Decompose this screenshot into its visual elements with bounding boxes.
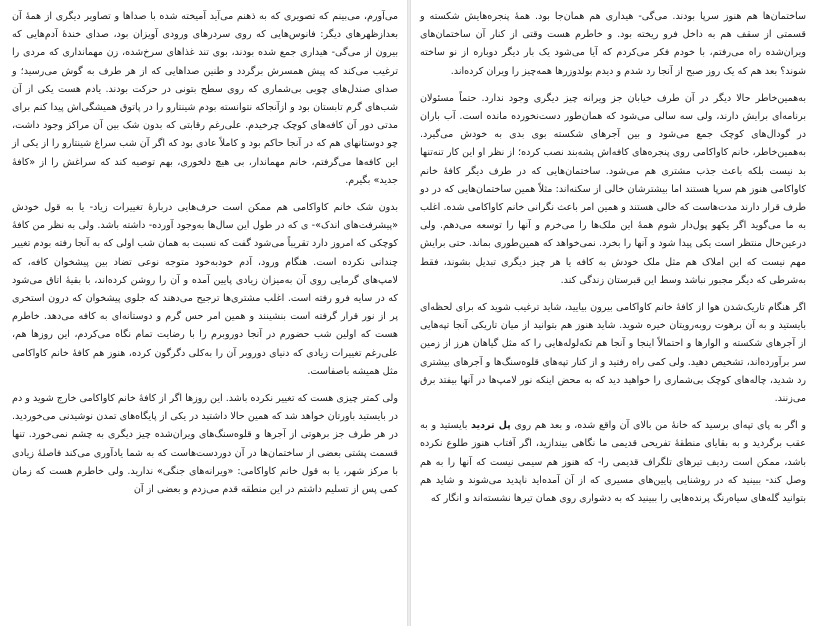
right-paragraph-1: ساختمان‌ها هم هنوز سرپا بودند. می‌گی- هیداری هم همان‌جا بود. همهٔ پنجره‌هایش شکسته و قسمتی از سقف هم به داخل فرو ریخته بود. و خاطرم هست وقتی از کنار آن ساختمان‌های ویران‌شده راه می‌رفتم، با خودم فکر می‌کردم که آیا می‌شود یک بار دیگر دوباره از نو ساخته شوند؟ بعد هم که یک روز صبح از آنجا رد شدم و دیدم بولدوزرها همه‌چیز را ویران کرده‌اند. — [420, 11, 806, 77]
emphasis-phrase: پل تردید — [471, 420, 511, 432]
left-page — [0, 0, 408, 626]
left-paragraph-1: می‌آورم، می‌بینم که تصویری که به ذهنم می‌آید آمیخته شده با صداها و تصاویر دیگری از همهٔ آن بعدازظهرهای دیگر: فانوس‌هایی که روی سردرهای ورودی آویزان بود، صدای خندهٔ آدم‌هایی که بیرون از می‌گی- هیداری جمع شده بودند، بوی تند غذاهای سرخ‌شده، زن مهمانداری که مردی را ترغیب می‌کند که پیش همسرش برگردد و طنین صداهایی که از هر طرف به گوش می‌رسید؛ و صدای صندل‌های چوبی بی‌شماری که روی سطح بتونی در حرکت بودند. یادم هست یکی از آن شب‌های گرم تابستان بود و ازآنجاکه نتوانسته بودم شینتارو را در پاتوق همیشگی‌اش پیدا کنم برای مدتی دور آن کافه‌های کوچک چرخیدم. علی‌رغم رقابتی که بدون شک بین آن مراکز وجود داشت، چو دوستانهای هم که در آنجا حاکم بود و کاملاً عادی بود که اگر آن شب سراغ شینتارو را از یکی از این کافه‌ها می‌گرفتم، خانم مهماندار، بی هیچ دلخوری، بهم توصیه کند که سراغش را از «کافهٔ جدید» بگیرم. — [12, 11, 398, 186]
right-paragraph-3: اگر هنگام تاریک‌شدن هوا از کافهٔ خانم کاواکامی بیرون بیایید، شاید ترغیب شوید که برای لحظه‌ای بایستید و به آن برهوت روبه‌رویتان خیره شوید. شاید هنوز هم بتوانید از میان تاریکی آنجا تپه‌هایی از آجرهای شکسته و الوارها و احتمالاً اینجا و آنجا هم تکه‌لوله‌هایی را که مثل گیاهان هرز از زمین سر برآورده‌اند، تشخیص دهید. ولی کمی راه رفتید و از کنار تپه‌های قلوه‌سنگ‌ها و آجرهای بیشتری رد شدید، چاله‌های کوچک بی‌شماری را خواهید دید که به محض اینکه نور لامپ‌ها در آنها بیفتد برق می‌زنند. — [420, 302, 806, 405]
right-page — [410, 0, 818, 626]
left-paragraph-3: ولی کمتر چیزی هست که تغییر نکرده باشد. این روزها اگر از کافهٔ خانم کاواکامی خارج شوید و دم در بایستید باورتان خواهد شد که همین حالا داشتید در یکی از پایگاه‌های تمدن نوشیدنی می‌خوردید. در هر طرف جز برهوتی از آجرها و قلوه‌سنگ‌های ویران‌شده چیز دیگری به چشم نمی‌خورد. تنها قسمت پشتی بعضی از ساختمان‌ها در آن دوردست‌هاست که به شما یادآوری می‌کند فاصلهٔ زیادی با مرکز شهر، یا به قول خانم کاواکامی: «ویرانه‌های جنگی» ندارید. ولی خاطرم هست که زمان کمی پس از تسلیم داشتم در این منطقه قدم می‌زدم و بعضی از آن — [12, 393, 398, 496]
right-paragraph-2: به‌همین‌خاطر حالا دیگر در آن طرف خیابان جز ویرانه چیز دیگری وجود ندارد. حتماً مسئولان برنامه‌ای برایش دارند، ولی سه سالی می‌شود که همان‌طور دست‌نخورده مانده است. آب باران در گودال‌های کوچک جمع می‌شود و بین آجرهای شکسته بوی بدی به خودش می‌گیرد. به‌همین‌خاطر، خانم کاواکامی روی پنجره‌های کافه‌اش پشه‌بند نصب کرده؛ از نظر او این کار تنه‌تنها بد نیست بلکه باعث جذب مشتری هم می‌شود. ساختمان‌هایی که در طرف دیگر کافهٔ خانم کاواکامی هنوز هم سرپا هستند اما بیشترشان خالی از سکنه‌اند: مثلاً همین ساختمان‌هایی که در دو طرف قرار دارند مدت‌هاست که خالی هستند و همین امر باعث نگرانی خانم کاواکامی شده. اغلب به ما می‌گوید اگر یکهو پول‌دار شوم همهٔ این ملک‌ها را می‌خرم و آنها را توسعه می‌دهم. ولی درعین‌حال منتظر است یکی پیدا شود و آنها را بخرد. نمی‌خواهد که همین‌طوری بماند. حتی برایش مهم نیست که این املاک هم مثل ملک خودش به کافه یا هر چیز دیگری تبدیل بشوند، فقط به‌شرطی که دیگر مجبور نباشد وسط این قبرستان زندگی کند. — [420, 92, 806, 286]
right-paragraph-4: و اگر به پای تپه‌ای برسید که خانهٔ من بالای آن واقع شده، و بعد هم روی پل تردید بایستید و به عقب برگردید و به بقایای منطقهٔ تفریحی قدیمی ما نگاهی بیندازید، اگر آفتاب هنوز طلوع نکرده باشد، ممکن است ردیف تیرهای تلگراف قدیمی را- که هنوز هم سیمی نیست که آنها را به هم وصل کند- ببینید که در روشنایی پایین‌های مسیری که از آن آمده‌اید ناپدید می‌شوند و شاید هم بتوانید گله‌های سیاه‌رنگ پرنده‌هایی را ببینید که به دشواری روی همان تیرها نشسته‌اند و انگار که — [420, 420, 806, 505]
left-paragraph-2: بدون شک خانم کاواکامی هم ممکن است حرف‌هایی دربارهٔ تغییرات زیاد- یا به قول خودش «پیشرفت‌های اندک»- ی که در طول این سال‌ها به‌وجود آورده- داشته باشد. ولی به نظر من کافهٔ کوچکی که امروز دارد تقریباً می‌شود گفت که نسبت به همان شب اولی که به آنجا رفته بودم تغییر چندانی نکرده است. هنگام ورود، آدم خودبه‌خود متوجه نوعی تضاد بین پیشخوان کافه، که لامپ‌های گرمایی روی آن به‌میزان زیادی پایین آمده و آن را روشن کرده‌اند، با بقیهٔ اتاق می‌شود که در سایه فرو رفته است. اغلب مشتری‌ها ترجیح می‌دهند که جلوی پیشخوان که درون استخری پر از نور قرار گرفته است بنشینند و همین امر حس گرم و دوستانه‌ای به کافه می‌دهد. خاطرم هست که اولین شب حضورم در آنجا دوروبرم را با رضایت تمام نگاه می‌کردم، این روزها هم، علی‌رغم تغییرات زیادی که دنیای دوروبر آن را به‌کلی دگرگون کرده، هنوز هم کافهٔ خانم کاواکامی مثل همیشه باصفاست. — [12, 202, 398, 377]
